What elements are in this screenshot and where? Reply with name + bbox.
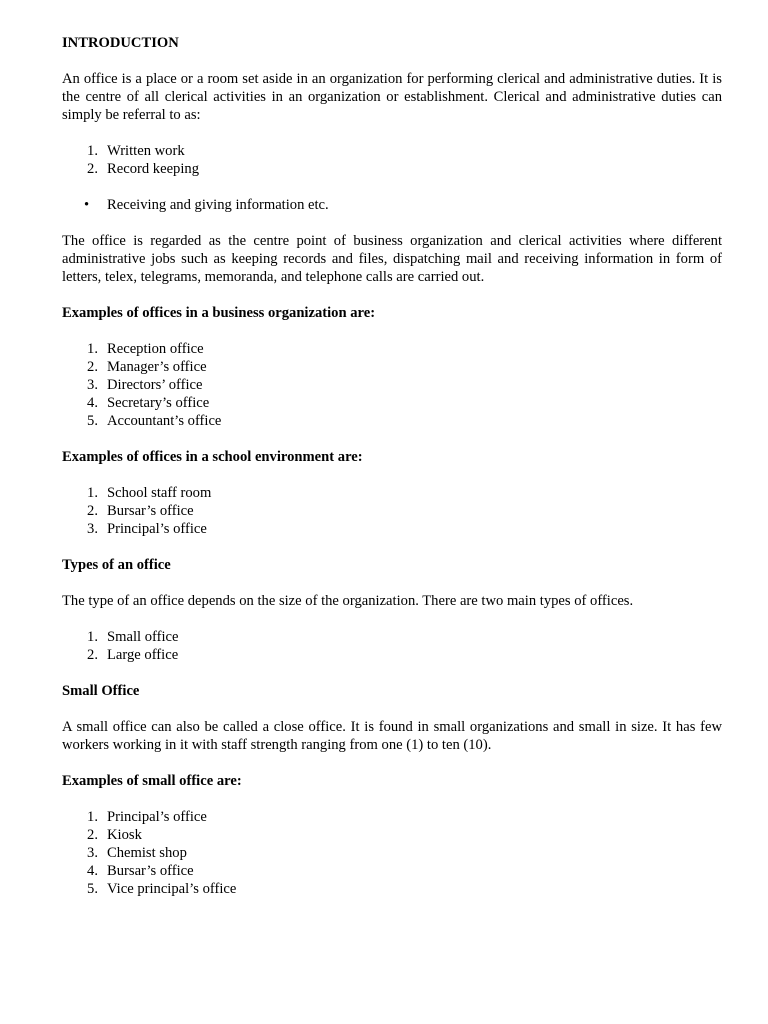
list-item: • Receiving and giving information etc. xyxy=(84,197,329,213)
list-item: 2. Record keeping xyxy=(62,160,722,178)
list-item: 1. Written work xyxy=(62,142,722,160)
business-offices-list xyxy=(62,340,722,430)
school-offices-list xyxy=(62,484,722,538)
list-number: 4. xyxy=(87,395,98,411)
types-paragraph: The type of an office depends on the size of the organization. There are two main types of offices. xyxy=(62,593,634,609)
intro-heading: INTRODUCTION xyxy=(62,35,179,51)
office-centre-paragraph: The office is regarded as the centre point of business organization and clerical activities where different administrative jobs such as keeping records and files, dispatching mail and receiving information in form of letters, telex, telegrams, memoranda, and telephone calls are carried out. xyxy=(62,233,722,285)
list-number: 1. xyxy=(87,629,98,645)
small-office-paragraph: A small office can also be called a close office. It is found in small organizations and small in size. It has few workers working in it with staff strength ranging from one (1) to ten (10). xyxy=(62,719,722,753)
small-examples-heading: Examples of small office are: xyxy=(62,773,242,789)
list-item: 2. Bursar’s office xyxy=(62,502,722,520)
list-item: 3. Directors’ office xyxy=(62,376,722,394)
list-number: 1. xyxy=(87,809,98,825)
document-page xyxy=(62,34,722,916)
list-number: 2. xyxy=(87,161,98,177)
list-number: 2. xyxy=(87,503,98,519)
list-number: 4. xyxy=(87,863,98,879)
list-number: 2. xyxy=(87,359,98,375)
list-number: 2. xyxy=(87,647,98,663)
types-heading: Types of an office xyxy=(62,557,171,573)
list-item: 5. Accountant’s office xyxy=(62,412,722,430)
list-number: 3. xyxy=(87,845,98,861)
list-item: 1. School staff room xyxy=(62,484,722,502)
list-number: 1. xyxy=(87,143,98,159)
duties-numbered-list xyxy=(62,142,722,178)
small-examples-list xyxy=(62,808,722,898)
bullet-icon: • xyxy=(84,197,90,213)
small-office-heading: Small Office xyxy=(62,683,140,699)
list-number: 5. xyxy=(87,881,98,897)
list-number: 1. xyxy=(87,485,98,501)
list-item: 1. Small office xyxy=(62,628,722,646)
list-item: 4. Bursar’s office xyxy=(62,862,722,880)
list-number: 3. xyxy=(87,521,98,537)
list-number: 1. xyxy=(87,341,98,357)
list-number: 3. xyxy=(87,377,98,393)
list-item: 1. Reception office xyxy=(62,340,722,358)
list-item: 2. Large office xyxy=(62,646,722,664)
list-number: 2. xyxy=(87,827,98,843)
intro-paragraph: An office is a place or a room set aside in an organization for performing clerical and administrative duties. It is the centre of all clerical activities in an organization or establishment. Clerical and administrative duties can simply be referral to as: xyxy=(62,71,722,123)
business-offices-heading: Examples of offices in a business organization are: xyxy=(62,305,376,321)
list-item: 1. Principal’s office xyxy=(62,808,722,826)
types-list xyxy=(62,628,722,664)
list-item: 4. Secretary’s office xyxy=(62,394,722,412)
list-number: 5. xyxy=(87,413,98,429)
school-offices-heading: Examples of offices in a school environment are: xyxy=(62,449,363,465)
duties-bullet-list xyxy=(62,196,722,214)
list-item: 2. Manager’s office xyxy=(62,358,722,376)
list-item: 3. Principal’s office xyxy=(62,520,722,538)
list-item: 2. Kiosk xyxy=(62,826,722,844)
list-item: 3. Chemist shop xyxy=(62,844,722,862)
list-item: 5. Vice principal’s office xyxy=(62,880,722,898)
